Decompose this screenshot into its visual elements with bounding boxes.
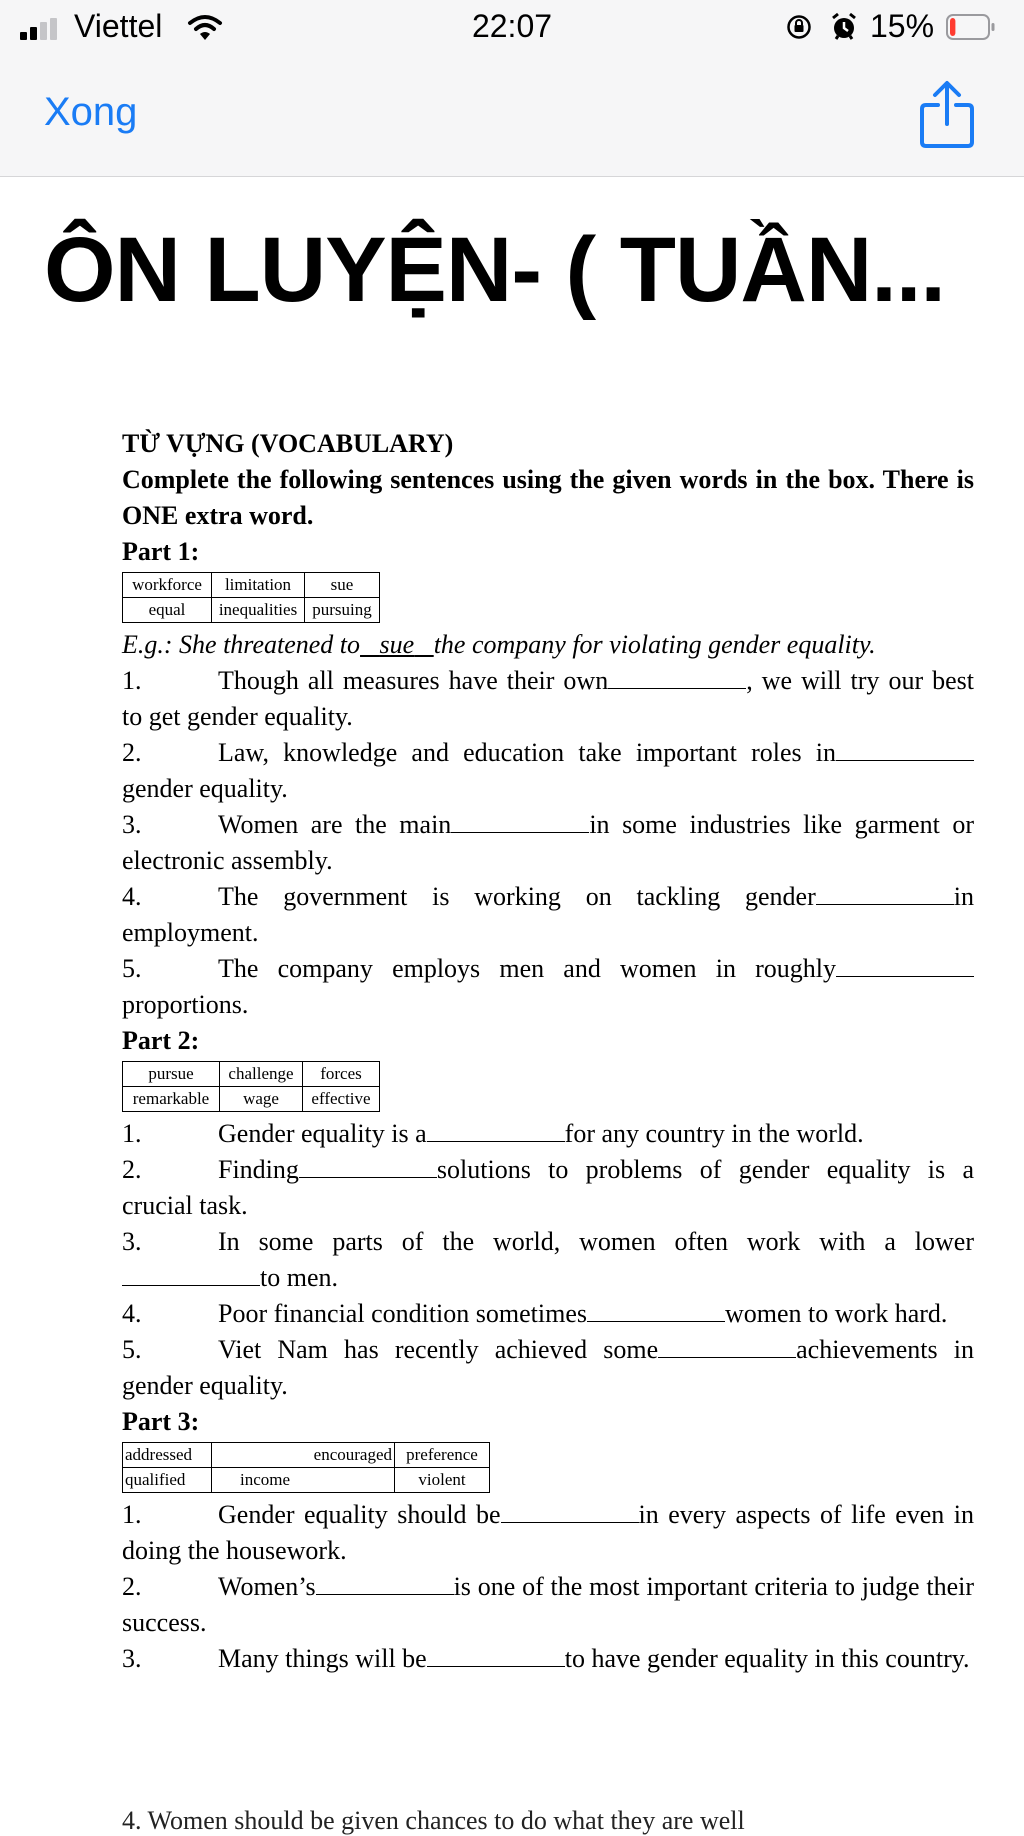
answer-blank (836, 736, 974, 761)
word-cell: income (212, 1468, 395, 1493)
question: 1. Gender equality is a for any country in the world. (122, 1119, 864, 1148)
answer-blank (501, 1498, 639, 1523)
cut-off-line: 4. Women should be given chances to do what they are well (122, 1806, 745, 1835)
document-page[interactable] (122, 426, 974, 1677)
question: 5. Viet Nam has recently achieved some achievements in gender equality. (122, 1335, 974, 1400)
word-cell: wage (220, 1087, 303, 1112)
share-icon[interactable] (918, 80, 976, 150)
answer-blank (587, 1297, 725, 1322)
question: 1. Gender equality should be in every aspects of life even in doing the housework. (122, 1500, 974, 1565)
word-cell: workforce (123, 573, 212, 598)
word-cell: pursuing (305, 598, 380, 623)
answer-blank (427, 1642, 565, 1667)
word-cell: qualified (123, 1468, 212, 1493)
instruction-text: Complete the following sentences using the given words in the box. There is ONE extra word. (122, 465, 974, 530)
part-1-label: Part 1: (122, 537, 200, 566)
carrier-name: Viettel (74, 8, 163, 44)
answer-blank (451, 808, 589, 833)
question: 5. The company employs men and women in roughlyproportions. (122, 951, 974, 1023)
question: 3. Women are the main in some industries like garment or electronic assembly. (122, 810, 975, 875)
question: 3. In some parts of the world, women often work with a lowerto men. (122, 1227, 974, 1292)
question: 3. Many things will be to have gender equality in this country. (122, 1644, 970, 1673)
battery-icon (946, 14, 996, 40)
question: 2. Finding solutions to problems of gender equality is a crucial task. (122, 1155, 974, 1220)
question: 2. Women’s is one of the most important criteria to judge their success. (122, 1572, 974, 1637)
example-sentence: E.g.: She threatened to sue the company for violating gender equality. (122, 630, 876, 659)
part-2-questions (122, 1116, 974, 1404)
document-title: ÔN LUYỆN- ( TUẦN... (44, 219, 945, 321)
answer-blank (427, 1117, 565, 1142)
word-cell: pursue (123, 1062, 220, 1087)
word-cell: effective (303, 1087, 380, 1112)
word-cell: encouraged (212, 1443, 395, 1468)
word-cell: forces (303, 1062, 380, 1087)
battery-percentage: 15% (870, 8, 935, 44)
question: 4. The government is working on tackling gender in employment. (122, 882, 974, 947)
word-cell: limitation (212, 573, 305, 598)
answer-blank (658, 1333, 796, 1358)
question: 1. Though all measures have their own , we will try our best to get gender equality. (122, 666, 975, 731)
word-cell: equal (123, 598, 212, 623)
word-cell: violent (395, 1468, 490, 1493)
answer-blank (836, 952, 974, 977)
word-box-part-1 (122, 572, 380, 623)
word-box-part-3 (122, 1442, 490, 1493)
word-cell: remarkable (123, 1087, 220, 1112)
question: 2. Law, knowledge and education take important roles ingender equality. (122, 735, 974, 807)
answer-blank (316, 1570, 454, 1595)
part-2-label: Part 2: (122, 1026, 200, 1055)
answer-blank (816, 880, 954, 905)
word-cell: preference (395, 1443, 490, 1468)
orientation-lock-icon (786, 14, 812, 40)
word-cell: challenge (220, 1062, 303, 1087)
clock: 22:07 (471, 8, 553, 44)
section-heading: TỪ VỰNG (VOCABULARY) (122, 429, 454, 458)
example-answer: sue (379, 630, 415, 659)
word-cell: inequalities (212, 598, 305, 623)
answer-blank (299, 1153, 437, 1178)
done-button[interactable]: Xong (44, 90, 138, 134)
status-bar (0, 0, 1024, 56)
part-3-label: Part 3: (122, 1407, 200, 1436)
question: 4. Poor financial condition sometimes women to work hard. (122, 1299, 948, 1328)
part-3-questions (122, 1497, 974, 1677)
word-cell: addressed (123, 1443, 212, 1468)
answer-blank (608, 664, 746, 689)
word-box-part-2 (122, 1061, 380, 1112)
word-cell: sue (305, 573, 380, 598)
alarm-icon (830, 12, 858, 42)
answer-blank (122, 1261, 260, 1286)
part-1-questions (122, 663, 974, 1023)
navigation-bar (0, 56, 1024, 176)
top-bar (0, 0, 1024, 177)
